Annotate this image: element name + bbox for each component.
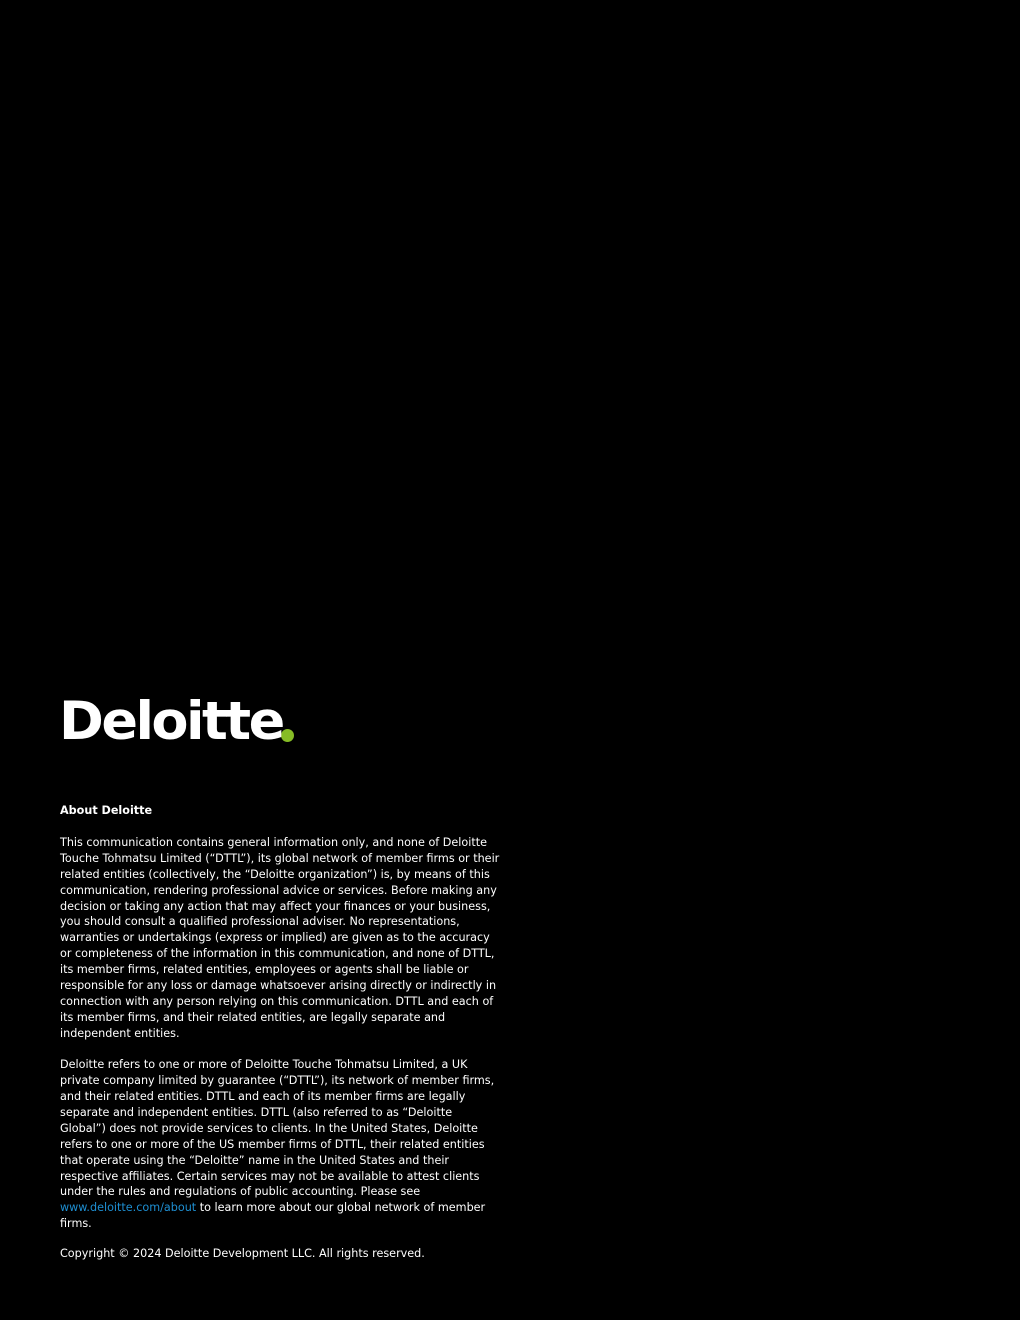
disclaimer-paragraph: This communication contains general information only, and none of Deloitte Touche Tohmatsu Limited (“DTTL”), its global network of member firms or their related entities (collectively, the “Deloitte organization”) is, by means of this communication, rendering professional advice or services. Before making any decision or taking any action that may affect your finances or your business, you should consult a qualified professional adviser. No representations, warranties or undertakings (express or implied) are given as to the accuracy or completeness of the information in this communication, and none of DTTL, its member firms, related entities, employees or agents shall be liable or responsible for any loss or damage whatsoever arising directly or indirectly in connection with any person relying on this communication. DTTL and each of its member firms, and their related entities, are legally separate and independent entities. [60,835,500,1040]
deloitte-logo [59,690,294,752]
logo-green-dot [281,729,294,742]
about-title: About Deloitte [60,804,153,817]
logo-wordmark: Deloitte [59,691,283,752]
deloitte-about-link[interactable]: www.deloitte.com/about [60,1201,197,1215]
about-section [60,803,500,1248]
deloitte-description-paragraph [60,1057,500,1232]
description-text-after-link: to learn more about our global network of member firms. [60,1201,486,1231]
copyright-notice: Copyright © 2024 Deloitte Development LLC. All rights reserved. [60,1247,425,1260]
description-text-before-link: Deloitte refers to one or more of Deloitte Touche Tohmatsu Limited, a UK private company limited by guarantee (“DTTL”), its network of member firms, and their related entities. DTTL and each of its member firms are legally separate and independent entities. DTTL (also referred to as “Deloitte Global”) does not provide services to clients. In the United States, Deloitte refers to one or more of the US member firms of DTTL, their related entities that operate using the “Deloitte” name in the United States and their respective affiliates. Certain services may not be available to attest clients under the rules and regulations of public accounting. Please see [60,1058,495,1199]
